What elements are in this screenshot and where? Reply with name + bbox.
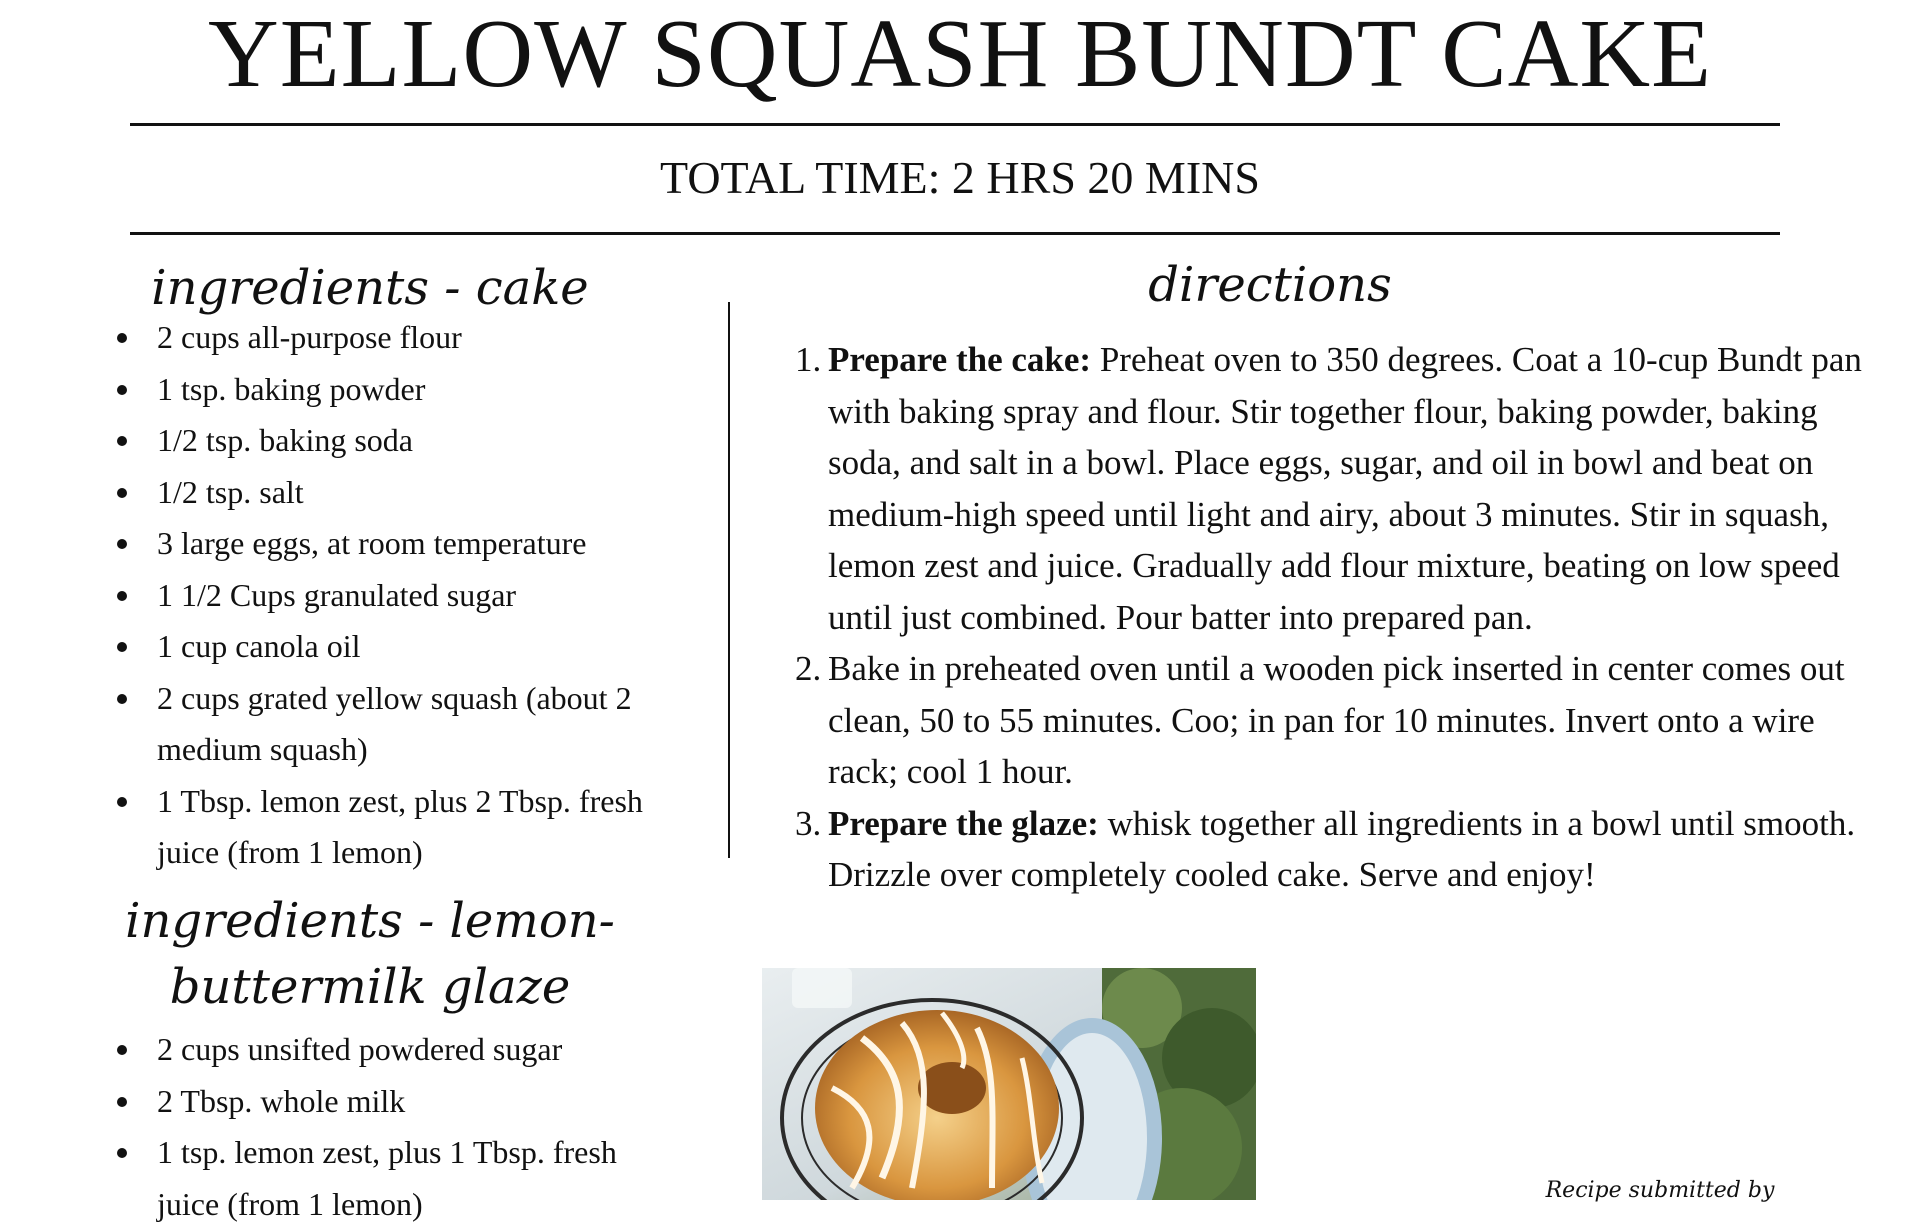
- list-item: 2 Tbsp. whole milk: [157, 1076, 677, 1128]
- ingredients-cake-list: [157, 312, 677, 879]
- list-item: 1 cup canola oil: [157, 621, 677, 673]
- ingredients-cake-heading: ingredients - cake: [151, 260, 589, 316]
- step-lead: Prepare the cake:: [828, 340, 1092, 379]
- list-item: 1 Tbsp. lemon zest, plus 2 Tbsp. fresh juice (from 1 lemon): [157, 776, 677, 879]
- direction-step: [795, 334, 1885, 643]
- column-divider: [728, 302, 730, 858]
- ingredients-glaze-heading: ingredients - lemon-buttermilk glaze: [125, 893, 615, 1015]
- step-number: 1.: [795, 340, 822, 379]
- list-item: 3 large eggs, at room temperature: [157, 518, 677, 570]
- list-item: 1 tsp. baking powder: [157, 364, 677, 416]
- step-text: Bake in preheated oven until a wooden pick inserted in center comes out clean, 50 to 55 minutes. Coo; in pan for 10 minutes. Invert onto a wire rack; cool 1 hour.: [828, 649, 1845, 791]
- bundt-cake-photo: [762, 968, 1256, 1200]
- list-item: 1 1/2 Cups granulated sugar: [157, 570, 677, 622]
- step-number: 2.: [795, 649, 822, 688]
- step-text: whisk together all ingredients in a bowl until smooth. Drizzle over completely cooled cake. Serve and enjoy!: [828, 803, 1856, 894]
- ingredients-glaze-list: [157, 1024, 677, 1230]
- list-item: 1/2 tsp. baking soda: [157, 415, 677, 467]
- direction-step: [795, 643, 1885, 798]
- step-text: Preheat oven to 350 degrees. Coat a 10-cup Bundt pan with baking spray and flour. Stir together flour, baking powder, baking soda, and salt in a bowl. Place eggs, sugar, and oil in bowl and beat on medium-high speed until light and airy, about 3 minutes. Stir in squash, lemon zest and juice. Gradually add flour mixture, beating on low speed until just combined. Pour batter into prepared pan.: [828, 340, 1862, 637]
- total-time: TOTAL TIME: 2 HRS 20 MINS: [660, 152, 1260, 203]
- recipe-title: YELLOW SQUASH BUNDT CAKE: [207, 0, 1712, 108]
- step-number: 3.: [795, 803, 822, 843]
- list-item: 2 cups unsifted powdered sugar: [157, 1024, 677, 1076]
- directions-list: [795, 334, 1885, 901]
- list-item: 2 cups all-purpose flour: [157, 312, 677, 364]
- list-item: 1/2 tsp. salt: [157, 467, 677, 519]
- time-divider: [130, 232, 1780, 235]
- step-lead: Prepare the glaze:: [828, 803, 1099, 843]
- title-divider: [130, 123, 1780, 126]
- recipe-credit: Recipe submitted by: [1545, 1178, 1775, 1203]
- direction-step: [795, 798, 1885, 901]
- list-item: 1 tsp. lemon zest, plus 1 Tbsp. fresh juice (from 1 lemon): [157, 1127, 677, 1230]
- list-item: 2 cups grated yellow squash (about 2 medium squash): [157, 673, 677, 776]
- directions-heading: directions: [1148, 257, 1392, 313]
